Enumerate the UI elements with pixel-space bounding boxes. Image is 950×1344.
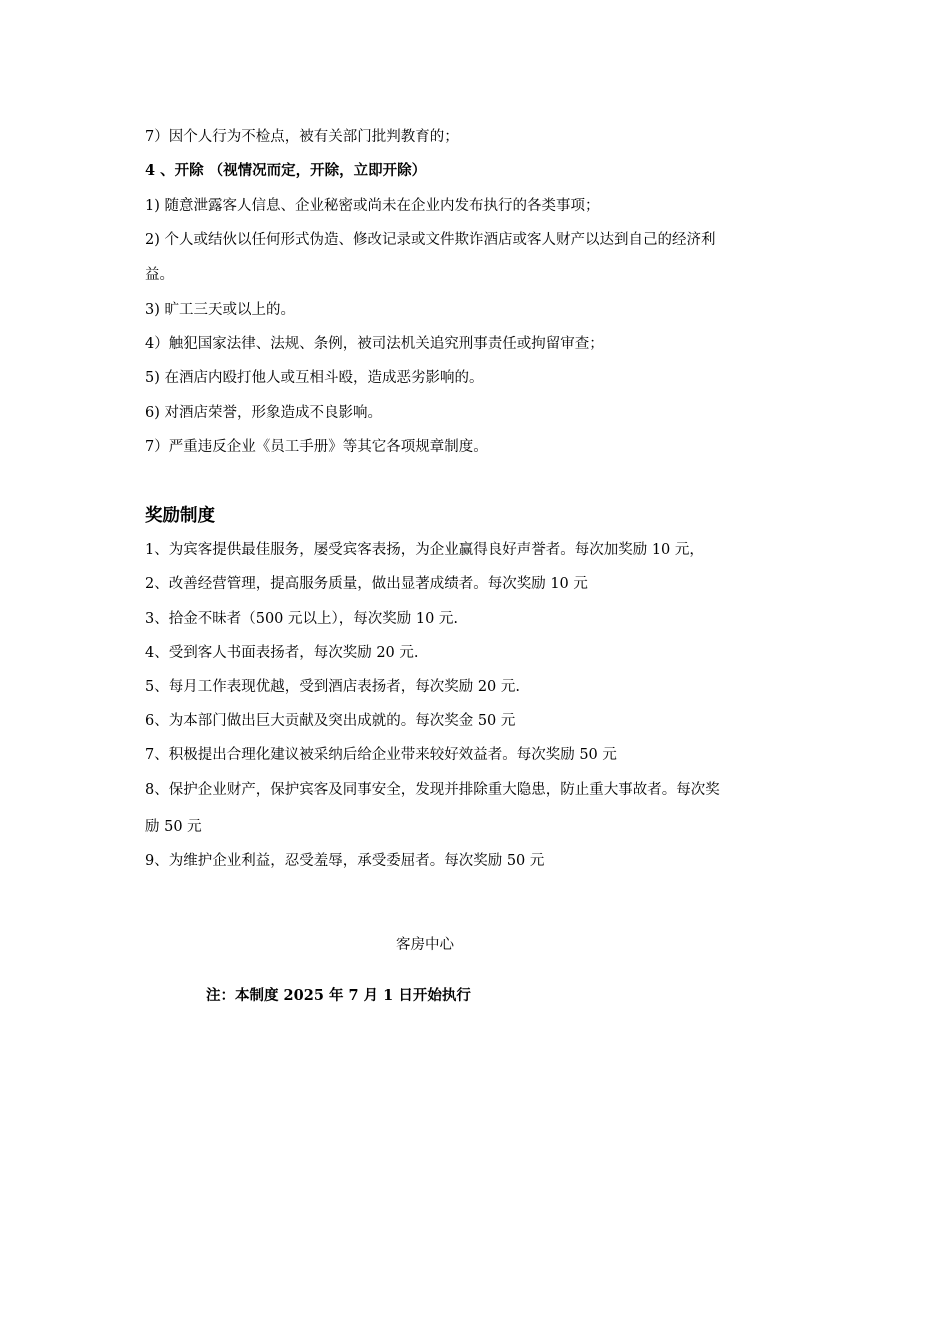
reward-item-8: 8、保护企业财产，保护宾客及同事安全，发现并排除重大隐患，防止重大事故者。每次奖 (145, 782, 720, 798)
section-4-item-2-cont: 益。 (145, 267, 174, 283)
section-4-title: 4 、开除 （视情况而定，开除，立即开除） (145, 162, 427, 179)
reward-item-2: 2、改善经营管理，提高服务质量，做出显著成绩者。每次奖励 10 元 (145, 576, 588, 592)
section-4-item-4: 4）触犯国家法律、法规、条例，被司法机关追究刑事责任或拘留审查； (145, 336, 604, 352)
section-4-item-6: 6) 对酒店荣誉，形象造成不良影响。 (145, 405, 382, 421)
effective-date-note: 注：本制度 2025 年 7 月 1 日开始执行 (206, 987, 471, 1004)
section-4-item-7: 7）严重违反企业《员工手册》等其它各项规章制度。 (145, 439, 488, 455)
rewards-heading: 奖励制度 (145, 506, 215, 526)
reward-item-5: 5、每月工作表现优越，受到酒店表扬者，每次奖励 20 元. (145, 679, 521, 695)
department-signature: 客房中心 (396, 937, 454, 953)
reward-item-7: 7、积极提出合理化建议被采纳后给企业带来较好效益者。每次奖励 50 元 (145, 747, 617, 763)
section-4-item-3: 3) 旷工三天或以上的。 (145, 302, 295, 318)
reward-item-1: 1、为宾客提供最佳服务，屡受宾客表扬，为企业赢得良好声誉者。每次加奖励 10 元， (145, 542, 704, 558)
reward-item-9: 9、为维护企业利益，忍受羞辱，承受委屈者。每次奖励 50 元 (145, 853, 545, 869)
section-4-item-1: 1) 随意泄露客人信息、企业秘密或尚未在企业内发布执行的各类事项； (145, 198, 600, 214)
reward-item-8-cont: 励 50 元 (145, 819, 202, 835)
section-4-item-5: 5) 在酒店内殴打他人或互相斗殴，造成恶劣影响的。 (145, 370, 484, 386)
section-4-item-2: 2) 个人或结伙以任何形式伪造、修改记录或文件欺诈酒店或客人财产以达到自己的经济利 (145, 232, 716, 248)
reward-item-6: 6、为本部门做出巨大贡献及突出成就的。每次奖金 50 元 (145, 713, 516, 729)
reward-item-3: 3、拾金不昧者（500 元以上），每次奖励 10 元. (145, 611, 459, 627)
dismissal-item-7: 7）因个人行为不检点，被有关部门批判教育的； (145, 129, 459, 145)
reward-item-4: 4、受到客人书面表扬者，每次奖励 20 元. (145, 645, 419, 661)
